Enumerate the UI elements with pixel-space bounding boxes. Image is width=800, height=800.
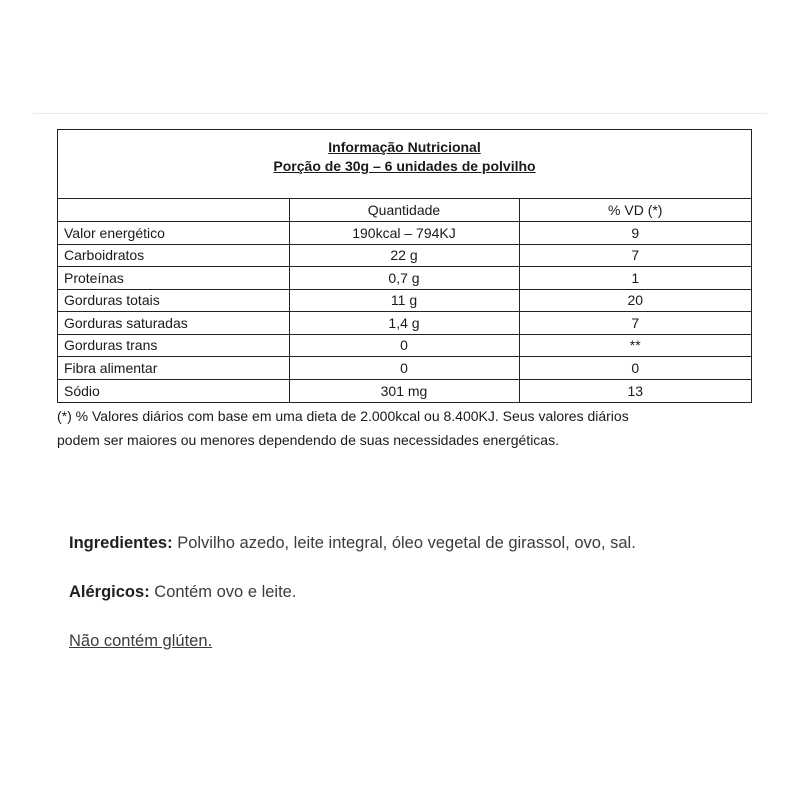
gluten-free-notice: Não contém glúten. bbox=[69, 632, 213, 650]
table-row bbox=[58, 222, 751, 245]
table-row bbox=[58, 357, 751, 380]
nutrient-daily-value: 7 bbox=[519, 312, 751, 335]
nutrient-name: Proteínas bbox=[58, 267, 289, 290]
nutrient-quantity: 11 g bbox=[289, 289, 519, 312]
column-header-quantity: Quantidade bbox=[289, 199, 519, 222]
nutrient-name: Sódio bbox=[58, 379, 289, 402]
table-row bbox=[58, 289, 751, 312]
serving-size: Porção de 30g – 6 unidades de polvilho bbox=[273, 158, 536, 174]
column-header-daily-value: % VD (*) bbox=[608, 202, 663, 218]
nutrient-name: Gorduras saturadas bbox=[58, 312, 289, 335]
footnote-line: podem ser maiores ou menores dependendo de suas necessidades energéticas. bbox=[57, 432, 559, 448]
nutrition-header bbox=[58, 130, 751, 199]
nutrient-name: Fibra alimentar bbox=[58, 357, 289, 380]
nutrient-quantity: 0 bbox=[289, 334, 519, 357]
table-row bbox=[58, 312, 751, 335]
daily-value-footnote bbox=[57, 404, 757, 452]
table-header-row bbox=[58, 199, 751, 222]
ingredients-label: Ingredientes: bbox=[69, 534, 173, 552]
nutrient-daily-value: 7 bbox=[519, 244, 751, 267]
table-row bbox=[58, 379, 751, 402]
table-row bbox=[58, 244, 751, 267]
nutrient-daily-value: 0 bbox=[519, 357, 751, 380]
nutrient-daily-value: ** bbox=[519, 334, 751, 357]
nutrition-grid bbox=[58, 199, 751, 402]
allergens-label: Alérgicos: bbox=[69, 583, 150, 601]
nutrient-quantity: 190kcal – 794KJ bbox=[289, 222, 519, 245]
nutrient-name: Carboidratos bbox=[58, 244, 289, 267]
nutrient-quantity: 1,4 g bbox=[289, 312, 519, 335]
ingredients-line bbox=[69, 534, 636, 553]
column-header-nutrient bbox=[58, 199, 289, 222]
nutrient-quantity: 0 bbox=[289, 357, 519, 380]
nutrition-title: Informação Nutricional bbox=[328, 139, 481, 155]
allergens-line bbox=[69, 583, 296, 602]
allergens-text: Contém ovo e leite. bbox=[149, 583, 297, 601]
nutrient-name: Valor energético bbox=[58, 222, 289, 245]
nutrient-daily-value: 1 bbox=[519, 267, 751, 290]
nutrition-facts-table bbox=[57, 129, 752, 403]
table-row bbox=[58, 334, 751, 357]
nutrient-daily-value: 9 bbox=[519, 222, 751, 245]
nutrient-name: Gorduras totais bbox=[58, 289, 289, 312]
nutrient-quantity: 22 g bbox=[289, 244, 519, 267]
nutrient-daily-value: 20 bbox=[519, 289, 751, 312]
nutrient-quantity: 301 mg bbox=[289, 379, 519, 402]
nutrient-quantity: 0,7 g bbox=[289, 267, 519, 290]
table-row bbox=[58, 267, 751, 290]
top-divider bbox=[33, 113, 767, 114]
nutrient-daily-value: 13 bbox=[519, 379, 751, 402]
footnote-line: (*) % Valores diários com base em uma dieta de 2.000kcal ou 8.400KJ. Seus valores diários bbox=[57, 408, 629, 424]
nutrient-name: Gorduras trans bbox=[58, 334, 289, 357]
ingredients-text: Polvilho azedo, leite integral, óleo vegetal de girassol, ovo, sal. bbox=[172, 534, 636, 552]
